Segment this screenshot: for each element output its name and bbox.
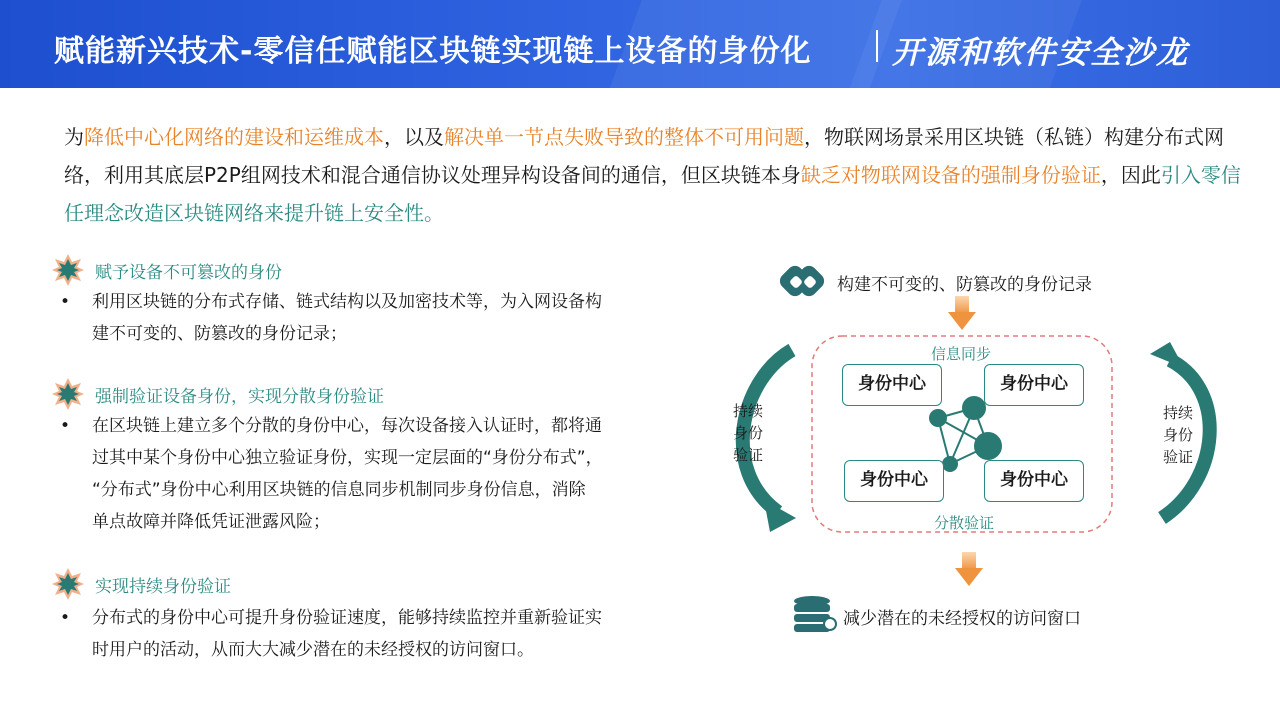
intro-highlight: 解决单一节点失败导致的整体不可用问题: [444, 125, 804, 149]
identity-diagram: [700, 250, 1260, 670]
bullet-item: [52, 410, 672, 538]
slide-title: 赋能新兴技术-零信任赋能区块链实现链上设备的身份化: [54, 34, 812, 69]
database-icon: [794, 596, 836, 632]
verify-label: 分散验证: [934, 514, 995, 532]
sync-label: 信息同步: [931, 345, 992, 363]
intro-highlight: 缺乏对物联网设备的强制身份验证: [800, 163, 1101, 187]
bullet-dot: •: [60, 292, 71, 312]
bullet-line: “分布式”身份中心利用区块链的信息同步机制同步身份信息，消除: [92, 480, 586, 500]
side-label-line: 持续: [1162, 404, 1193, 422]
bottom-label: 减少潜在的未经授权的访问窗口: [843, 609, 1081, 629]
intro-paragraph: [64, 118, 1244, 232]
link-icon: [777, 263, 828, 300]
star-badge-icon: [52, 568, 84, 600]
section-heading: [52, 568, 672, 602]
brand-logo-text: 开源和软件安全沙龙: [892, 35, 1189, 71]
bullet-line: 建不可变的、防篡改的身份记录；: [92, 324, 347, 344]
section-distributed-verification: [52, 378, 672, 538]
side-label-line: 身份: [1162, 426, 1193, 444]
bullet-line: 利用区块链的分布式存储、链式结构以及加密技术等，为入网设备构: [92, 292, 602, 312]
section-heading: [52, 378, 672, 412]
bullet-line: 在区块链上建立多个分散的身份中心，每次设备接入认证时，都将通: [92, 416, 602, 436]
star-badge-icon: [52, 254, 84, 286]
bullet-item: [52, 286, 672, 350]
intro-text: ，以及: [384, 125, 444, 149]
side-label-line: 验证: [1162, 448, 1193, 466]
right-cycle-label: [1158, 402, 1198, 468]
down-arrow-icon: [955, 552, 983, 586]
section-title: 赋予设备不可篡改的身份: [95, 263, 282, 283]
identity-center-node: 身份中心: [842, 364, 942, 406]
left-cycle-label: [728, 400, 768, 466]
bullet-line: 单点故障并降低凭证泄露风险；: [92, 512, 330, 532]
side-label-line: 身份: [732, 424, 763, 442]
identity-center-node: 身份中心: [844, 460, 944, 502]
section-title: 实现持续身份验证: [95, 577, 231, 597]
section-title: 强制验证设备身份，实现分散身份验证: [95, 387, 384, 407]
section-immutable-identity: [52, 254, 672, 350]
bullet-item: [52, 602, 672, 666]
header-divider: [876, 30, 878, 62]
bullet-dot: •: [60, 416, 71, 436]
bullet-line: 分布式的身份中心可提升身份验证速度，能够持续监控并重新验证实: [92, 608, 602, 628]
intro-text: 为: [64, 125, 84, 149]
header-bar: [0, 0, 1280, 88]
identity-center-node: 身份中心: [984, 460, 1084, 502]
section-heading: [52, 254, 672, 288]
intro-text: ，物联网场景采用区块链（私链）构建分布式网络，利用其底层P2P组网技术和混合通信协议处理异构设备间的通信，但区块链本身: [64, 125, 1224, 187]
intro-highlight: 降低中心化网络的建设和运维成本: [84, 125, 384, 149]
side-label-line: 持续: [732, 402, 763, 420]
identity-center-node: 身份中心: [984, 364, 1084, 406]
bullet-dot: •: [60, 608, 71, 628]
star-badge-icon: [52, 378, 84, 410]
top-label: 构建不可变的、防篡改的身份记录: [837, 275, 1092, 295]
intro-highlight: 引入零信任理念改造区块链网络来提升链上安全性。: [64, 163, 1241, 225]
bullet-line: 过其中某个身份中心独立验证身份，实现一定层面的“身份分布式”，: [92, 448, 603, 468]
bullet-line: 时用户的活动，从而大大减少潜在的未经授权的访问窗口。: [92, 640, 534, 660]
section-continuous-verification: [52, 568, 672, 666]
down-arrow-icon: [948, 296, 976, 330]
intro-text: ，因此: [1100, 163, 1161, 187]
side-label-line: 验证: [732, 446, 763, 464]
